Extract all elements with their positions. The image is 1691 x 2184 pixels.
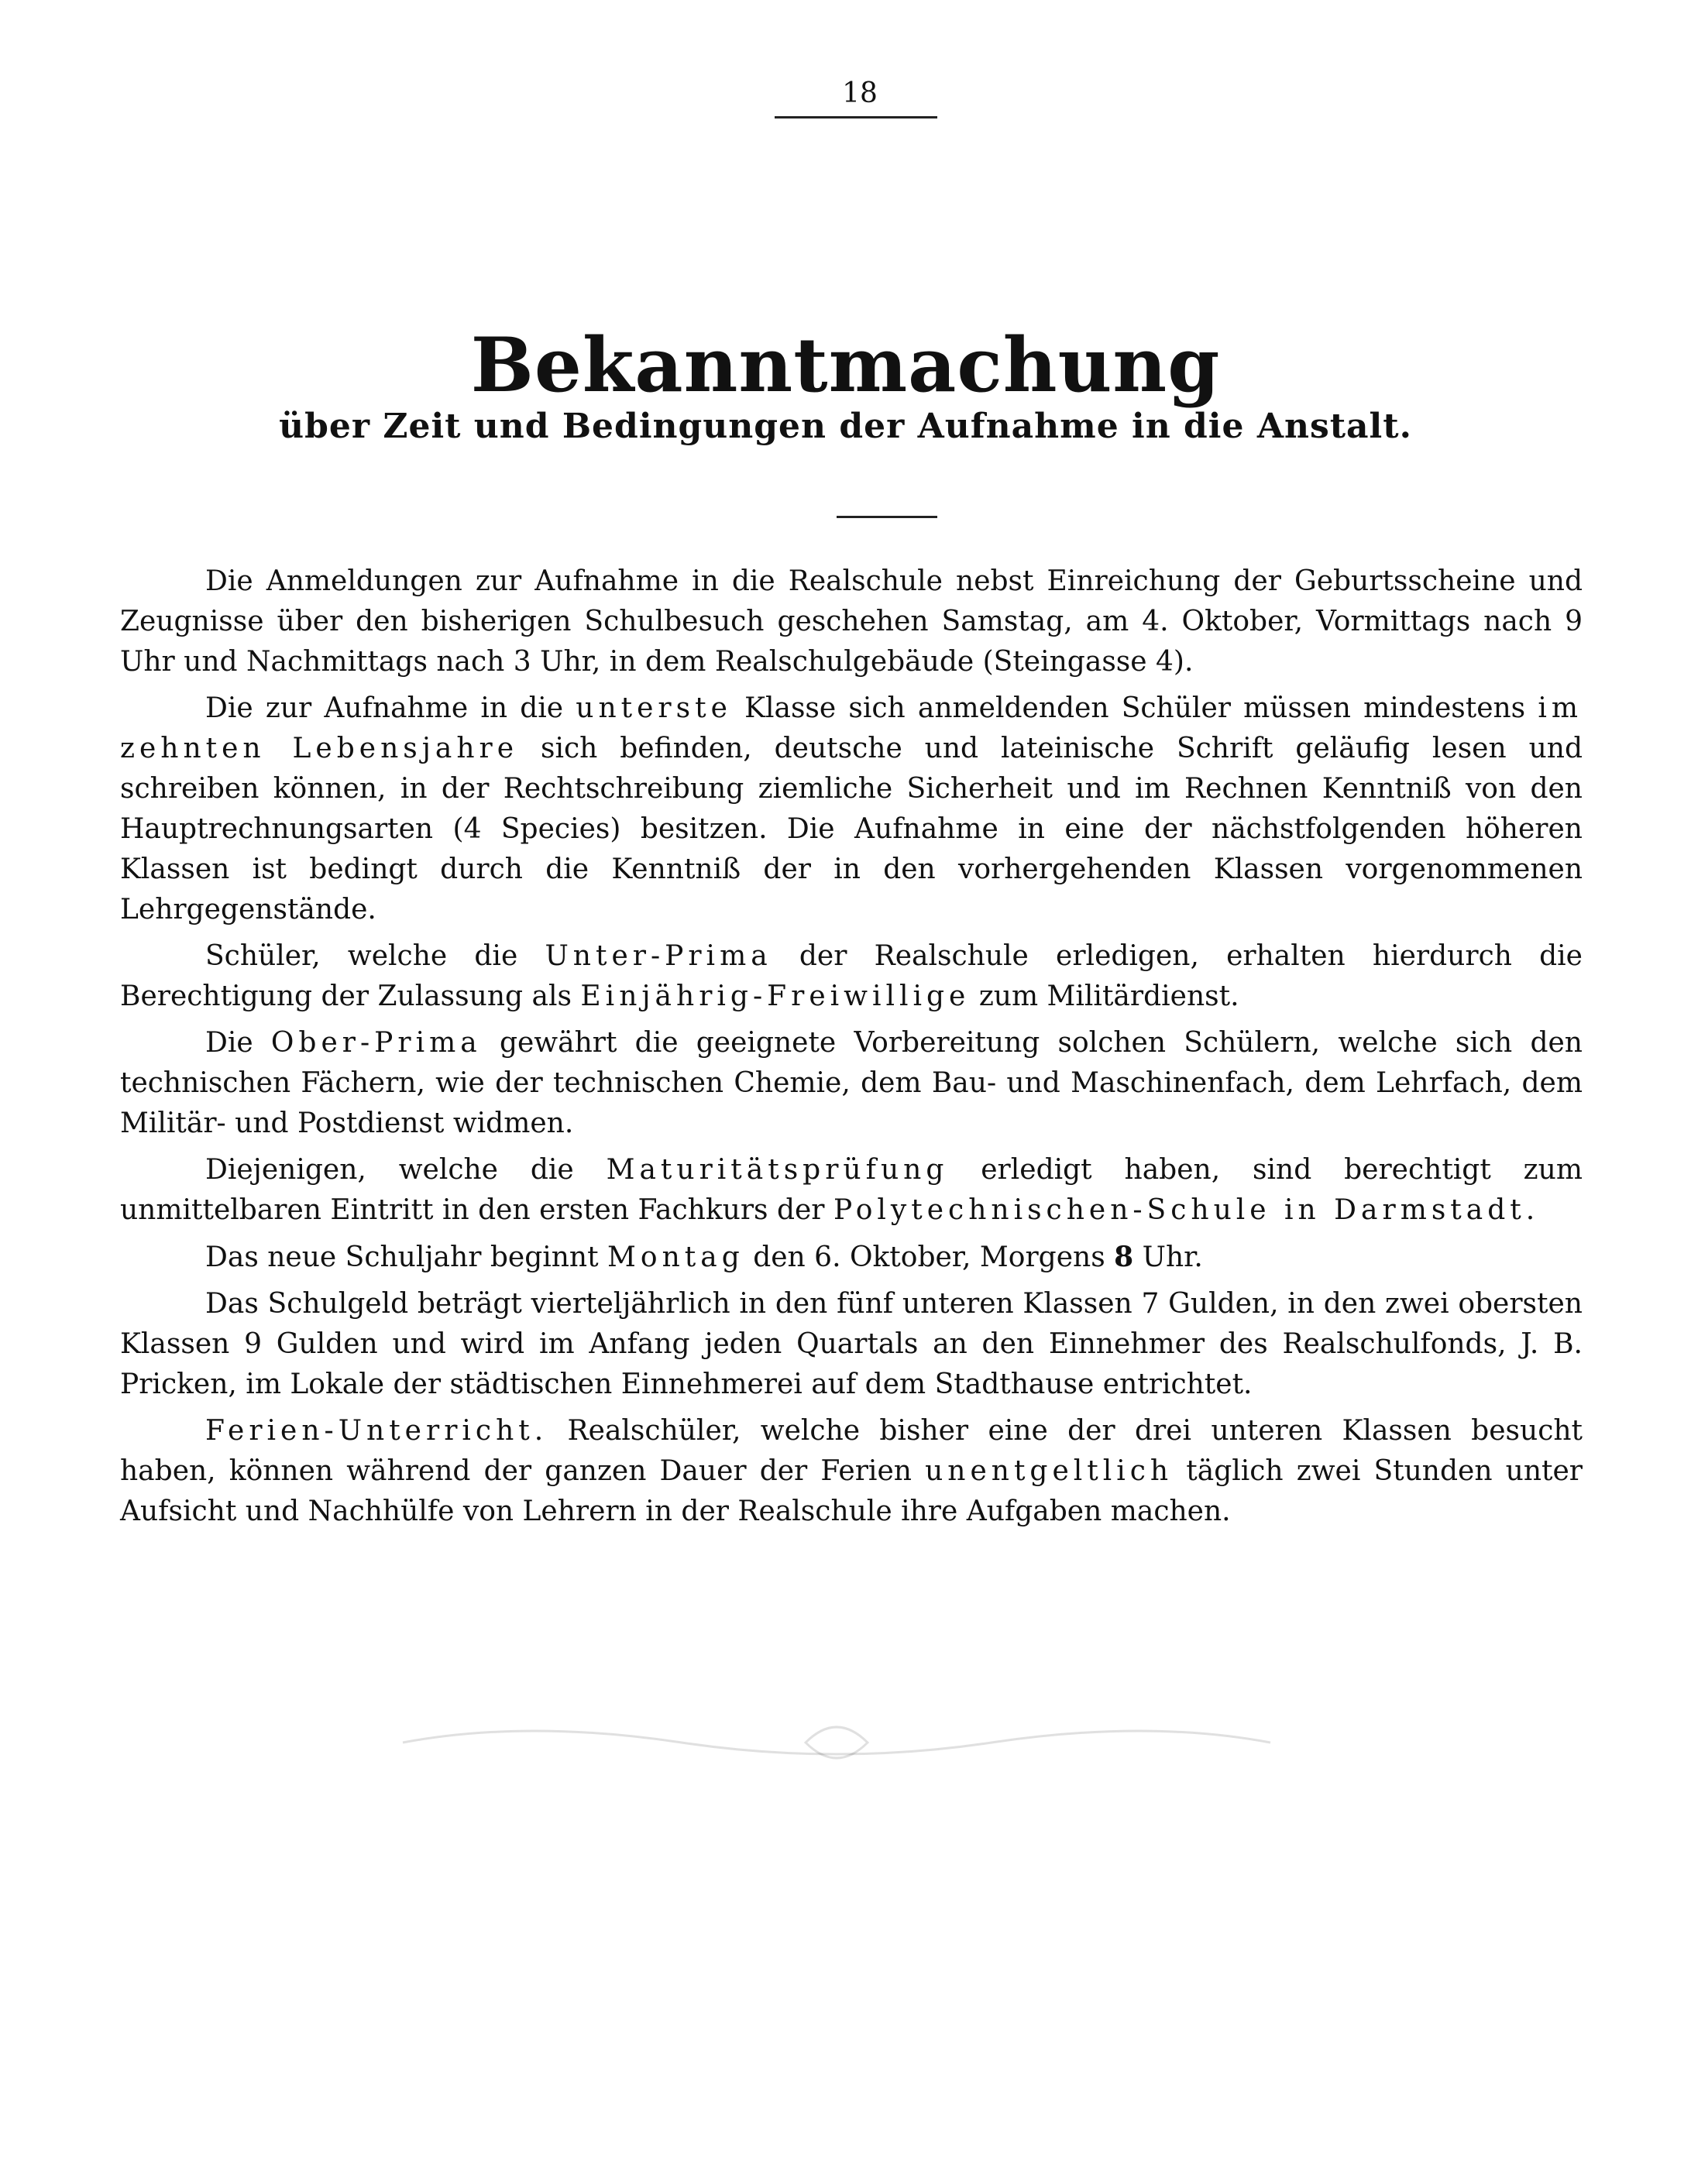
text: den 6. Oktober, Morgens <box>753 1241 1105 1273</box>
paragraph-unter-prima <box>120 936 1583 1017</box>
page-number: 18 <box>842 77 878 109</box>
text: zum Militärdienst. <box>978 980 1239 1012</box>
emphasis: unterste <box>576 692 732 724</box>
page-number-rule <box>775 116 937 118</box>
emphasis: Polytechnischen-Schule in Darmstadt. <box>833 1194 1540 1226</box>
emphasis: Einjährig-Freiwillige <box>580 980 971 1012</box>
ornamental-divider <box>372 1715 1301 1770</box>
emphasis: Unter-Prima <box>545 940 772 972</box>
paragraph-ober-prima <box>120 1023 1583 1144</box>
paragraph-school-year <box>120 1237 1583 1278</box>
text: gewährt die geeignete Vorbereitung solchen Schülern, welche sich den technischen Fächern, wie der technischen Chemie, dem Bau- und Maschinenfach, dem Lehrfach, dem Militär- und Postdienst widmen. <box>120 1027 1583 1139</box>
paragraph-registration <box>120 561 1583 682</box>
paragraph-tuition <box>120 1284 1583 1405</box>
text: sich befinden, deutsche und lateinische Schrift geläufig lesen und schreiben können, in der Rechtschreibung ziemliche Sicherheit und im Rechnen Kenntniß von den Hauptrechnungsarten (4 Species) besitzen. Die Aufnahme in eine der nächstfolgenden höheren Klassen ist bedingt durch die Kenntniß der in den vorhergehenden Klassen vorgenommenen Lehrgegenstände. <box>120 733 1583 925</box>
emphasis: Maturitätsprüfung <box>606 1154 949 1186</box>
page-title: Bekanntmachung <box>470 321 1221 409</box>
paragraph-requirements <box>120 689 1583 930</box>
text: Das Schulgeld beträgt vierteljährlich in den fünf unteren Klassen 7 Gulden, in den zwei obersten Klassen 9 Gulden und wird im Anfang jeden Quartals an den Einnehmer des Realschulfonds, J. B. Pricken, im Lokale der städtischen Einnehmerei auf dem Stadthause entrichtet. <box>120 1288 1583 1400</box>
page-subtitle: über Zeit und Bedingungen der Aufnahme in die Anstalt. <box>279 407 1412 446</box>
paragraph-maturity <box>120 1150 1583 1231</box>
text: Die Anmeldungen zur Aufnahme in die Realschule nebst Einreichung der Geburtsscheine und Zeugnisse über den bisherigen Schulbesuch geschehen Samstag, am 4. Oktober, Vormittags nach 9 Uhr und Nachmittags nach 3 Uhr, in dem Realschulgebäude (Steingasse 4). <box>120 565 1583 678</box>
emphasis: Montag <box>607 1241 744 1273</box>
emphasis: im zehnten Lebensjahre <box>120 692 1583 764</box>
text: täglich zwei Stunden unter Aufsicht und Nachhülfe von Lehrern in der Realschule ihre Aufgaben machen. <box>120 1455 1583 1527</box>
text: Schüler, welche die <box>205 940 518 972</box>
emphasis: unentgeltlich <box>925 1455 1174 1487</box>
text: Die zur Aufnahme in die <box>205 692 564 724</box>
text: erledigt haben, sind berechtigt zum unmittelbaren Eintritt in den ersten Fachkurs der <box>120 1154 1583 1226</box>
emphasis: 8 <box>1114 1241 1134 1273</box>
emphasis: Ferien-Unterricht. <box>205 1415 548 1447</box>
announcement-body <box>120 561 1583 1538</box>
text: Uhr. <box>1142 1241 1203 1273</box>
paragraph-holiday-lessons <box>120 1411 1583 1532</box>
emphasis: Ober-Prima <box>270 1027 482 1059</box>
text: Die <box>205 1027 253 1059</box>
text: Das neue Schuljahr beginnt <box>205 1241 599 1273</box>
title-divider <box>837 516 937 518</box>
text: Realschüler, welche bisher eine der drei unteren Klassen besucht haben, können während der ganzen Dauer der Ferien <box>120 1415 1583 1487</box>
text: der Realschule erledigen, erhalten hierdurch die Berechtigung der Zulassung als <box>120 940 1583 1012</box>
text: Klasse sich anmeldenden Schüler müssen mindestens <box>744 692 1526 724</box>
text: Diejenigen, welche die <box>205 1154 574 1186</box>
